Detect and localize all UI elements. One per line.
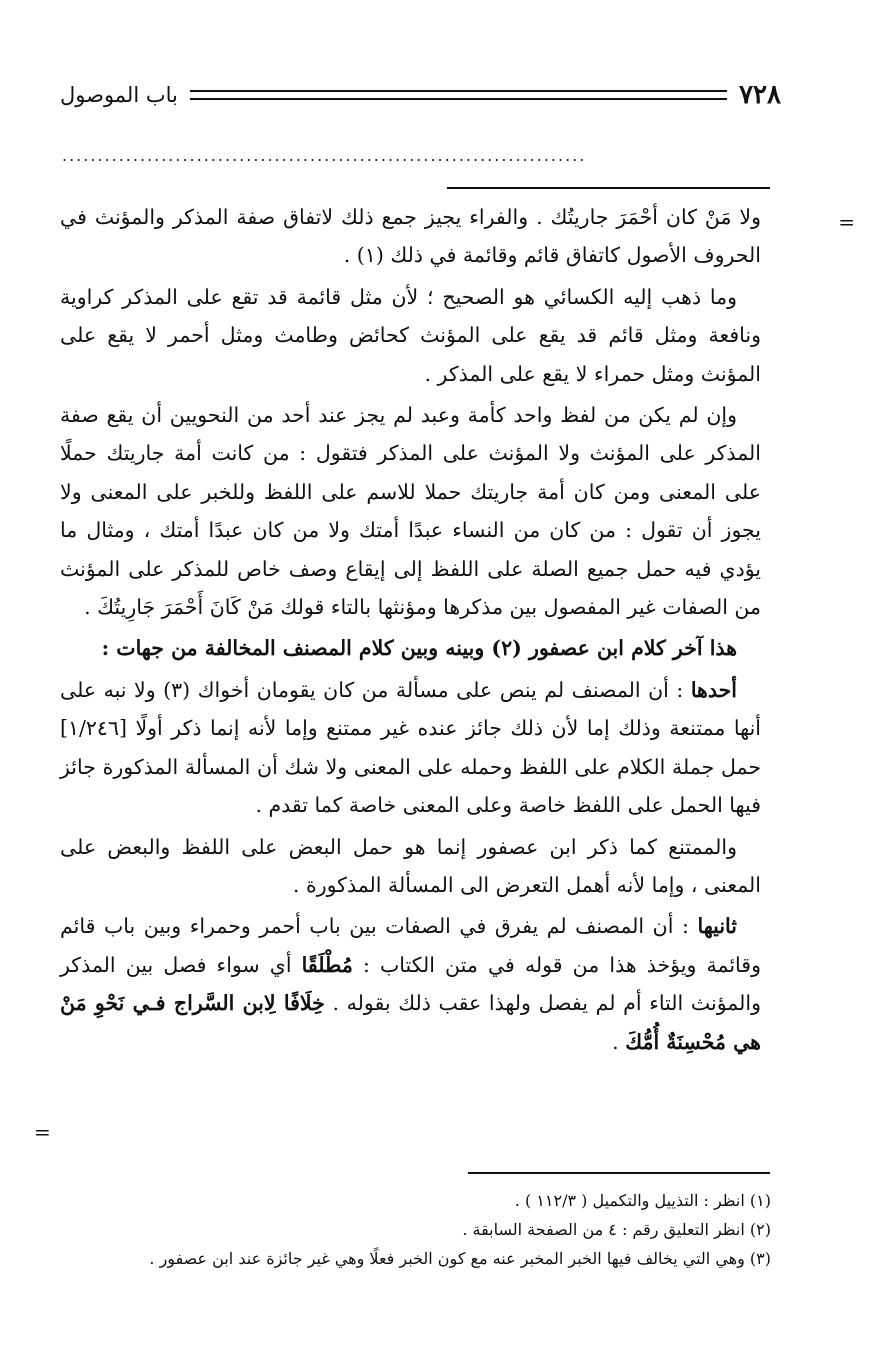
footnote-2: (٢) انظر التعليق رقم : ٤ من الصفحة السابقة . bbox=[462, 1220, 771, 1239]
footnotes bbox=[40, 1186, 771, 1273]
chapter-title: باب الموصول bbox=[60, 83, 178, 107]
continuation-mark-top: = bbox=[838, 210, 855, 234]
point-label-second: ثانيها bbox=[697, 914, 737, 939]
paragraph-3: وإن لم يكن من لفظ واحد كأمة وعبد لم يجز عند أحد من النحويين أن يقع صفة المذكر على المؤنث ولا المؤنث على المذكر فتقول : من كانت أمة جاريتك حملًا على المعنى ومن كان أمة جاريتك حملا للاسم على اللفظ وللخبر على المعنى ولا يجوز أن تقول : من كان من النساء عبدًا أمتك ولا من كان عبدًا أمتك ، ومثال ما يؤدي فيه حمل جميع الصلة على اللفظ إلى إيقاع وصف خاص للمذكر على المؤنث من الصفات غير المفصول بين مذكرها ومؤنثها بالتاء قولك مَنْ كَانَ أَحْمَرَ جَارِيتُكَ . bbox=[60, 403, 761, 620]
page-number: ٧٢٨ bbox=[739, 80, 781, 110]
paragraph-second-point bbox=[60, 907, 761, 1061]
header-double-rule bbox=[190, 90, 727, 100]
main-text bbox=[60, 198, 761, 1064]
continuation-mark-bottom: = bbox=[34, 1120, 51, 1144]
matn-quote-2: خِلَافًا لِابن السَّراج فـي نَحْوِ مَنْ هي مُحْسِنَةٌ أُمُّكَ bbox=[60, 991, 761, 1054]
footnote-3: (٣) وهي التي يخالف فيها الخبر المخبر عنه مع كون الخبر فعلًا وهي غير جائزة عند ابن عصفور . bbox=[149, 1249, 771, 1268]
matn-quote-1: مُطْلَقًا bbox=[301, 952, 353, 977]
point-text-second-end: . bbox=[612, 1029, 626, 1054]
continuation-rule bbox=[447, 187, 770, 189]
paragraph-first-point bbox=[60, 671, 761, 825]
point-text-second-mid: أي سواء فصل بين المذكر والمؤنث التاء أم لم يفصل ولهذا عقب ذلك بقوله . bbox=[60, 952, 761, 1016]
paragraph-5: والممتنع كما ذكر ابن عصفور إنما هو حمل البعض على اللفظ والبعض على المعنى ، وإما لأنه أهمل التعرض الى المسألة المذكورة . bbox=[60, 834, 761, 897]
footnote-rule bbox=[468, 1172, 770, 1174]
point-label-first: أحدها bbox=[690, 677, 737, 702]
point-text-second: : أن المصنف لم يفرق في الصفات بين باب أحمر وحمراء وبين باب قائم وقائمة ويؤخذ هذا من قوله في متن الكتاب : bbox=[60, 914, 761, 977]
footnote-1: (١) انظر : التذييل والتكميل ( ١١٢/٣ ) . bbox=[514, 1191, 771, 1210]
paragraph-2: وما ذهب إليه الكسائي هو الصحيح ؛ لأن مثل قائمة قد تقع على المذكر كراوية ونافعة ومثل قائم قد يقع على المؤنث كحائض وطامث ومثل أحمر لا يقع على المؤنث ومثل حمراء لا يقع على المذكر . bbox=[60, 284, 761, 386]
page-header bbox=[60, 78, 781, 112]
point-text-first: : أن المصنف لم ينص على مسألة من كان يقومان أخواك (٣) ولا نبه على أنها ممتنعة وذلك إما لأن ذلك جائز عنده غير ممتنع وإما لأنه إنما ذكر أولًا [١/٢٤٦] حمل جملة الكلام على اللفظ وحمله على المعنى ولا شك أن المسألة المذكورة جائز فيها الحمل على اللفظ خاصة وعلى المعنى خاصة كما تقدم . bbox=[60, 677, 761, 818]
paragraph-1: ولا مَنْ كان أحْمَرَ جاريتُك . والفراء يجيز جمع ذلك لاتفاق صفة المذكر والمؤنث في الحروف الأصول كاتفاق قائم وقائمة في ذلك (١) . bbox=[60, 205, 761, 268]
dotted-separator: .......................................................................... bbox=[62, 150, 587, 162]
section-heading: هذا آخر كلام ابن عصفور (٢) وبينه وبين كلام المصنف المخالفة من جهات : bbox=[101, 636, 737, 661]
